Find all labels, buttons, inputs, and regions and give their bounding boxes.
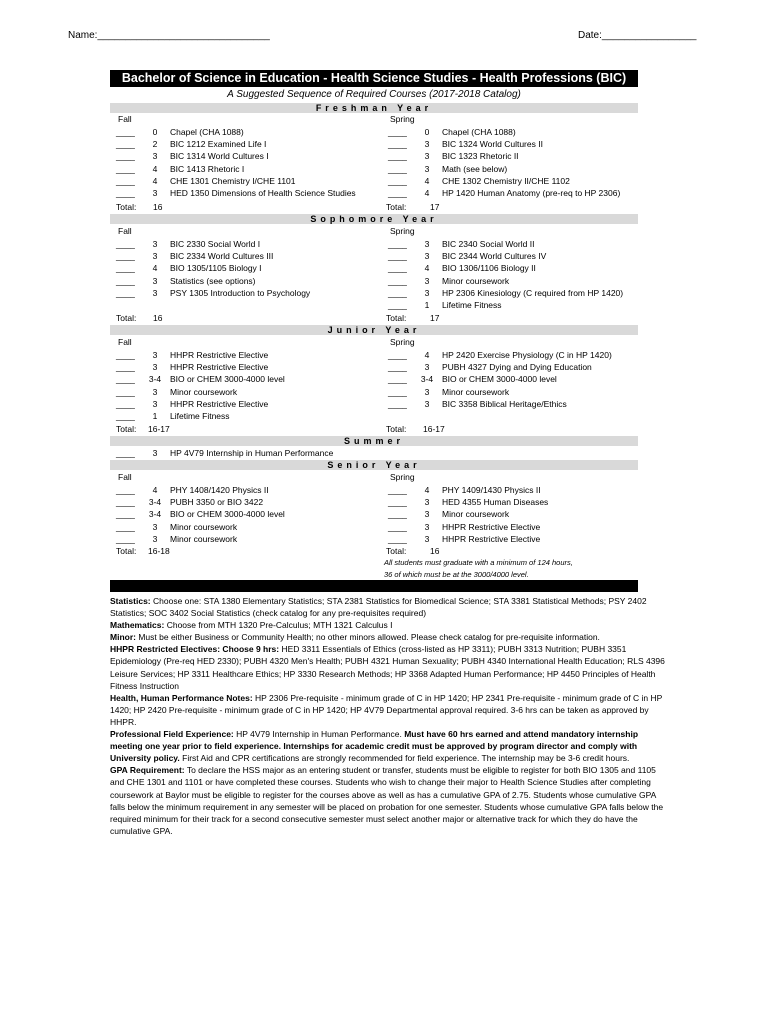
checkbox-blank[interactable]: ____	[388, 386, 407, 397]
gpa-note: GPA Requirement: To declare the HSS major as an entering student or transfer, students must be eligible to register for both BIO 1305 and 1105 and CHE 1301 and 1101 or have completed these courses. Students who wish to change their major to Health Science Studies after completing coursework at Baylor must be eligible to register for the courses above as well as has a cumulative GPA of 2.75. Students whose cumulative GPA falls below the minimum requirement in any semester will be placed on probation for one semester. Students whose cumulative GPA falls below the required minimum for their track for a second consecutive semester must select another major or alternative track for which they do have the cumulative GPA.	[110, 765, 664, 836]
course-name: HP 1420 Human Anatomy (pre-req to HP 2306)	[442, 187, 621, 198]
course-name: Minor coursework	[442, 386, 510, 397]
course-name: Minor coursework	[442, 275, 510, 286]
list-item	[116, 275, 310, 287]
credit-hours: 3	[152, 448, 158, 458]
list-item	[388, 533, 548, 545]
senior-spring-total-label: Total:	[386, 546, 407, 556]
course-name: BIO or CHEM 3000-4000 level	[442, 374, 557, 385]
course-name: Chapel (CHA 1088)	[442, 127, 516, 137]
checkbox-blank[interactable]: ____	[388, 151, 407, 162]
list-item	[388, 287, 623, 299]
course-name: BIC 2340 Social World II	[442, 239, 535, 249]
freshman-spring-total-label: Total:	[386, 202, 407, 212]
sophomore-spring-total: 17	[430, 313, 440, 323]
credit-hours: 1	[424, 299, 430, 310]
credit-hours: 4	[424, 263, 430, 274]
list-item	[116, 508, 285, 520]
credit-hours: 4	[152, 175, 158, 186]
credit-hours: 3	[424, 139, 430, 150]
junior-spring-total: 16-17	[423, 424, 445, 434]
list-item	[116, 521, 285, 533]
list-item	[388, 496, 548, 508]
list-item	[388, 521, 548, 533]
checkbox-blank[interactable]: ____	[388, 299, 407, 310]
credit-hours: 3-4	[148, 374, 162, 385]
course-name: Math (see below)	[442, 163, 508, 174]
junior-year-band: Junior Year	[110, 325, 638, 335]
list-item	[388, 238, 623, 250]
list-item	[116, 349, 285, 361]
checkbox-blank[interactable]: ____	[116, 139, 135, 150]
course-name: BIC 2344 World Cultures IV	[442, 251, 547, 262]
checkbox-blank[interactable]: ____	[388, 350, 407, 360]
senior-year-band: Senior Year	[110, 460, 638, 470]
checkbox-blank[interactable]: ____	[388, 275, 407, 286]
statistics-note: Statistics: Choose one: STA 1380 Elementary Statistics; STA 2381 Statistics for Biomedical Science; STA 3381 Statistical Methods; PSY 2402 Statistics; SOC 3402 Social Statistics (check catalog for any pre-requisites required)	[110, 596, 647, 619]
credit-hours: 3	[152, 521, 158, 532]
course-name: HHPR Restrictive Elective	[170, 350, 269, 360]
list-item	[388, 398, 612, 410]
list-item	[116, 175, 356, 187]
list-item	[116, 126, 356, 138]
list-item	[388, 250, 623, 262]
list-item	[116, 447, 333, 459]
course-name: Minor coursework	[442, 509, 510, 520]
list-item	[388, 163, 620, 175]
credit-hours: 3	[424, 287, 430, 298]
list-item	[388, 150, 620, 162]
credit-hours: 3	[152, 362, 158, 373]
course-name: BIC 1212 Examined Life I	[170, 139, 267, 150]
course-name: PHY 1409/1430 Physics II	[442, 485, 541, 495]
list-item	[388, 175, 620, 187]
checkbox-blank[interactable]: ____	[116, 362, 135, 373]
credit-hours: 3	[424, 163, 430, 174]
credit-hours: 4	[152, 263, 158, 274]
freshman-spring-total: 17	[430, 202, 440, 212]
credit-hours: 3-4	[420, 374, 434, 385]
sophomore-fall-total: 16	[153, 313, 163, 323]
list-item	[116, 187, 356, 199]
list-item	[116, 238, 310, 250]
course-name: Chapel (CHA 1088)	[170, 127, 244, 137]
sophomore-fall-total-label: Total:	[116, 313, 137, 323]
course-name: BIO 1305/1105 Biology I	[170, 263, 262, 274]
list-item	[116, 250, 310, 262]
credit-hours: 0	[424, 127, 430, 137]
sophomore-spring-list	[388, 238, 623, 311]
course-name: BIC 2330 Social World I	[170, 239, 261, 249]
checkbox-blank[interactable]: ____	[116, 350, 135, 360]
course-name: PUBH 3350 or BIO 3422	[170, 497, 264, 508]
math-note: Mathematics: Choose from MTH 1320 Pre-Calculus; MTH 1321 Calculus I	[110, 620, 393, 631]
credit-hours: 3	[424, 362, 430, 373]
checkbox-blank[interactable]: ____	[116, 448, 135, 458]
checkbox-blank[interactable]: ____	[388, 362, 407, 373]
course-name: BIO 1306/1106 Biology II	[442, 263, 536, 274]
course-name: HED 1350 Dimensions of Health Science Studies	[170, 187, 356, 198]
checkbox-blank[interactable]: ____	[116, 386, 135, 397]
freshman-year-band: Freshman Year	[110, 103, 638, 113]
course-name: BIC 2334 World Cultures III	[170, 251, 274, 262]
checkbox-blank[interactable]: ____	[116, 509, 135, 520]
course-name: HP 4V79 Internship in Human Performance	[170, 448, 334, 458]
list-item	[388, 126, 620, 138]
checkbox-blank[interactable]: ____	[388, 287, 407, 298]
checkbox-blank[interactable]: ____	[388, 485, 407, 495]
credit-hours: 3	[152, 350, 158, 360]
checkbox-blank[interactable]: ____	[388, 163, 407, 174]
checkbox-blank[interactable]: ____	[116, 239, 135, 249]
course-name: HHPR Restrictive Elective	[442, 521, 541, 532]
credit-hours: 3	[152, 398, 158, 409]
checkbox-blank[interactable]: ____	[116, 374, 135, 385]
checkbox-blank[interactable]: ____	[388, 127, 407, 137]
checkbox-blank[interactable]: ____	[388, 533, 407, 544]
field-experience-note: Professional Field Experience: HP 4V79 Internship in Human Performance. Must have 60 hrs earned and attend mandatory internship meeting one year prior to field experience. Internships for academic credit must be approved by program director and comply with University policy. First Aid and CPR certifications are strongly recommended for field experience. The internship may be 3-6 credit hours.	[110, 729, 639, 764]
credit-hours: 4	[424, 175, 430, 186]
credit-hours: 3	[424, 509, 430, 520]
credit-hours: 3	[424, 275, 430, 286]
credit-hours: 1	[152, 410, 158, 421]
hp-note: Health, Human Performance Notes: HP 2306 Pre-requisite - minimum grade of C in HP 1420; HP 2341 Pre-requisite - minimum grade of C in HP 1420; HP 2420 Pre-requisite - minimum grade of C in HP 1420; HP 4V79 Departmental approval required. 3-6 hrs can be taken as approved by HHPR.	[110, 692, 663, 727]
checkbox-blank[interactable]: ____	[116, 175, 135, 186]
list-item	[388, 349, 612, 361]
list-item	[388, 386, 612, 398]
credit-hours: 3	[152, 187, 158, 198]
course-name: PHY 1408/1420 Physics II	[170, 485, 269, 495]
course-name: BIC 1413 Rhetoric I	[170, 163, 245, 174]
junior-fall-label: Fall	[118, 337, 132, 347]
credit-hours: 3	[152, 251, 158, 262]
junior-spring-list	[388, 349, 612, 410]
checkbox-blank[interactable]: ____	[116, 263, 135, 274]
list-item	[116, 386, 285, 398]
junior-spring-total-label: Total:	[386, 424, 407, 434]
name-field-label: Name:_______________________________	[68, 30, 270, 41]
checkbox-blank[interactable]: ____	[388, 175, 407, 186]
sophomore-fall-label: Fall	[118, 226, 132, 236]
course-name: HHPR Restrictive Elective	[170, 398, 269, 409]
checkbox-blank[interactable]: ____	[116, 275, 135, 286]
minor-note: Minor: Must be either Business or Community Health; no other minors allowed. Please check catalog for pre-requisite information.	[110, 632, 600, 643]
list-item	[388, 262, 623, 274]
checkbox-blank[interactable]: ____	[388, 521, 407, 532]
summer-band: Summer	[110, 436, 638, 446]
credit-hours: 0	[152, 127, 158, 137]
freshman-fall-total: 16	[153, 202, 163, 212]
course-name: Minor coursework	[170, 521, 238, 532]
credit-hours: 4	[424, 187, 430, 198]
list-item	[388, 373, 612, 385]
course-name: Minor coursework	[170, 533, 238, 544]
freshman-spring-list	[388, 126, 620, 199]
list-item	[116, 484, 285, 496]
checkbox-blank[interactable]: ____	[116, 521, 135, 532]
credit-hours: 3	[152, 151, 158, 162]
junior-fall-list	[116, 349, 285, 422]
senior-fall-total-label: Total:	[116, 546, 137, 556]
sophomore-spring-label: Spring	[390, 226, 415, 236]
checkbox-blank[interactable]: ____	[388, 263, 407, 274]
course-name: PSY 1305 Introduction to Psychology	[170, 287, 311, 298]
course-name: CHE 1302 Chemistry II/CHE 1102	[442, 175, 570, 186]
course-name: HP 2420 Exercise Physiology (C in HP 1420)	[442, 350, 612, 360]
page-title: Bachelor of Science in Education - Health Science Studies - Health Professions (BIC)	[110, 70, 638, 87]
checkbox-blank[interactable]: ____	[388, 497, 407, 508]
summer-list	[116, 447, 333, 459]
list-item	[116, 138, 356, 150]
checkbox-blank[interactable]: ____	[116, 485, 135, 495]
senior-fall-list	[116, 484, 285, 545]
checkbox-blank[interactable]: ____	[388, 509, 407, 520]
list-item	[116, 398, 285, 410]
course-name: Statistics (see options)	[170, 275, 256, 286]
credit-hours: 4	[424, 485, 430, 495]
list-item	[116, 150, 356, 162]
course-name: HHPR Restrictive Elective	[170, 362, 269, 373]
course-name: HED 4355 Human Diseases	[442, 497, 549, 508]
list-item	[116, 373, 285, 385]
list-item	[388, 299, 623, 311]
list-item	[388, 484, 548, 496]
freshman-fall-total-label: Total:	[116, 202, 137, 212]
course-name: HHPR Restrictive Elective	[442, 533, 541, 544]
credit-hours: 3	[424, 521, 430, 532]
credit-hours: 3	[424, 151, 430, 162]
checkbox-blank[interactable]: ____	[116, 533, 135, 544]
course-name: Lifetime Fitness	[442, 299, 502, 310]
course-name: BIO or CHEM 3000-4000 level	[170, 509, 285, 520]
list-item	[116, 410, 285, 422]
list-item	[388, 361, 612, 373]
checkbox-blank[interactable]: ____	[116, 151, 135, 162]
checkbox-blank[interactable]: ____	[388, 374, 407, 385]
freshman-fall-list	[116, 126, 356, 199]
course-name: BIC 1314 World Cultures I	[170, 151, 269, 162]
list-item	[116, 496, 285, 508]
list-item	[116, 287, 310, 299]
course-name: Lifetime Fitness	[170, 410, 230, 421]
list-item	[116, 163, 356, 175]
credit-hours: 3	[424, 497, 430, 508]
sophomore-spring-total-label: Total:	[386, 313, 407, 323]
credit-hours: 3	[152, 533, 158, 544]
credit-hours: 4	[424, 350, 430, 360]
hhpr-note: HHPR Restricted Electives: Choose 9 hrs: HED 3311 Essentials of Ethics (cross-listed as HP 3311); PUBH 3313 Nutrition; PUBH 3351 Epidemiology (Pre-req HED 2330); PUBH 4320 Men's Health; PUBH 4321 Human Sexuality; PUBH 4340 International Health Education; RLS 4396 Leisure Services; HP 3311 Healthcare Ethics; HP 3330 Research Methods; HP 3368 Adapted Human Performance; HP 4450 Principles of Health Fitness Instruction	[110, 644, 665, 691]
checkbox-blank[interactable]: ____	[116, 410, 135, 421]
senior-fall-label: Fall	[118, 472, 132, 482]
checkbox-blank[interactable]: ____	[388, 139, 407, 150]
credit-hours: 3	[424, 239, 430, 249]
page-subtitle: A Suggested Sequence of Required Courses (2017-2018 Catalog)	[227, 89, 521, 100]
credit-hours: 3	[152, 239, 158, 249]
course-name: CHE 1301 Chemistry I/CHE 1101	[170, 175, 296, 186]
senior-spring-label: Spring	[390, 472, 415, 482]
notes-section	[110, 595, 665, 837]
credit-hours: 3	[152, 386, 158, 397]
list-item	[388, 275, 623, 287]
junior-fall-total-label: Total:	[116, 424, 137, 434]
checkbox-blank[interactable]: ____	[388, 187, 407, 198]
course-name: BIC 1324 World Cultures II	[442, 139, 543, 150]
senior-spring-total: 16	[430, 546, 440, 556]
credit-hours: 3	[152, 275, 158, 286]
checkbox-blank[interactable]: ____	[388, 398, 407, 409]
credit-hours: 2	[152, 139, 158, 150]
junior-spring-label: Spring	[390, 337, 415, 347]
list-item	[116, 262, 310, 274]
course-name: BIC 3358 Biblical Heritage/Ethics	[442, 398, 567, 409]
sophomore-fall-list	[116, 238, 310, 299]
checkbox-blank[interactable]: ____	[116, 251, 135, 262]
course-name: BIO or CHEM 3000-4000 level	[170, 374, 285, 385]
checkbox-blank[interactable]: ____	[388, 239, 407, 249]
divider-bar	[110, 580, 638, 592]
credit-hours: 3-4	[148, 509, 162, 520]
date-field-label: Date:_________________	[578, 30, 697, 41]
course-name: BIC 1323 Rhetoric II	[442, 151, 519, 162]
list-item	[116, 533, 285, 545]
credit-hours: 4	[152, 163, 158, 174]
checkbox-blank[interactable]: ____	[116, 127, 135, 137]
freshman-spring-label: Spring	[390, 114, 415, 124]
junior-fall-total: 16-17	[148, 424, 170, 434]
sophomore-year-band: Sophomore Year	[110, 214, 638, 224]
list-item	[388, 187, 620, 199]
checkbox-blank[interactable]: ____	[116, 497, 135, 508]
checkbox-blank[interactable]: ____	[116, 287, 135, 298]
credit-hours: 3	[424, 386, 430, 397]
credit-hours: 3	[152, 287, 158, 298]
freshman-fall-label: Fall	[118, 114, 132, 124]
graduation-note-2: 36 of which must be at the 3000/4000 level.	[384, 570, 529, 579]
credit-hours: 3	[424, 251, 430, 262]
list-item	[388, 508, 548, 520]
checkbox-blank[interactable]: ____	[388, 251, 407, 262]
list-item	[388, 138, 620, 150]
course-name: PUBH 4327 Dying and Dying Education	[442, 362, 592, 373]
credit-hours: 3-4	[148, 497, 162, 508]
credit-hours: 3	[424, 398, 430, 409]
checkbox-blank[interactable]: ____	[116, 187, 135, 198]
credit-hours: 4	[152, 485, 158, 495]
course-name: HP 2306 Kinesiology (C required from HP 1420)	[442, 287, 624, 298]
course-name: Minor coursework	[170, 386, 238, 397]
list-item	[116, 361, 285, 373]
graduation-note-1: All students must graduate with a minimum of 124 hours,	[384, 558, 573, 567]
credit-hours: 3	[424, 533, 430, 544]
checkbox-blank[interactable]: ____	[116, 398, 135, 409]
senior-spring-list	[388, 484, 548, 545]
checkbox-blank[interactable]: ____	[116, 163, 135, 174]
senior-fall-total: 16-18	[148, 546, 170, 556]
